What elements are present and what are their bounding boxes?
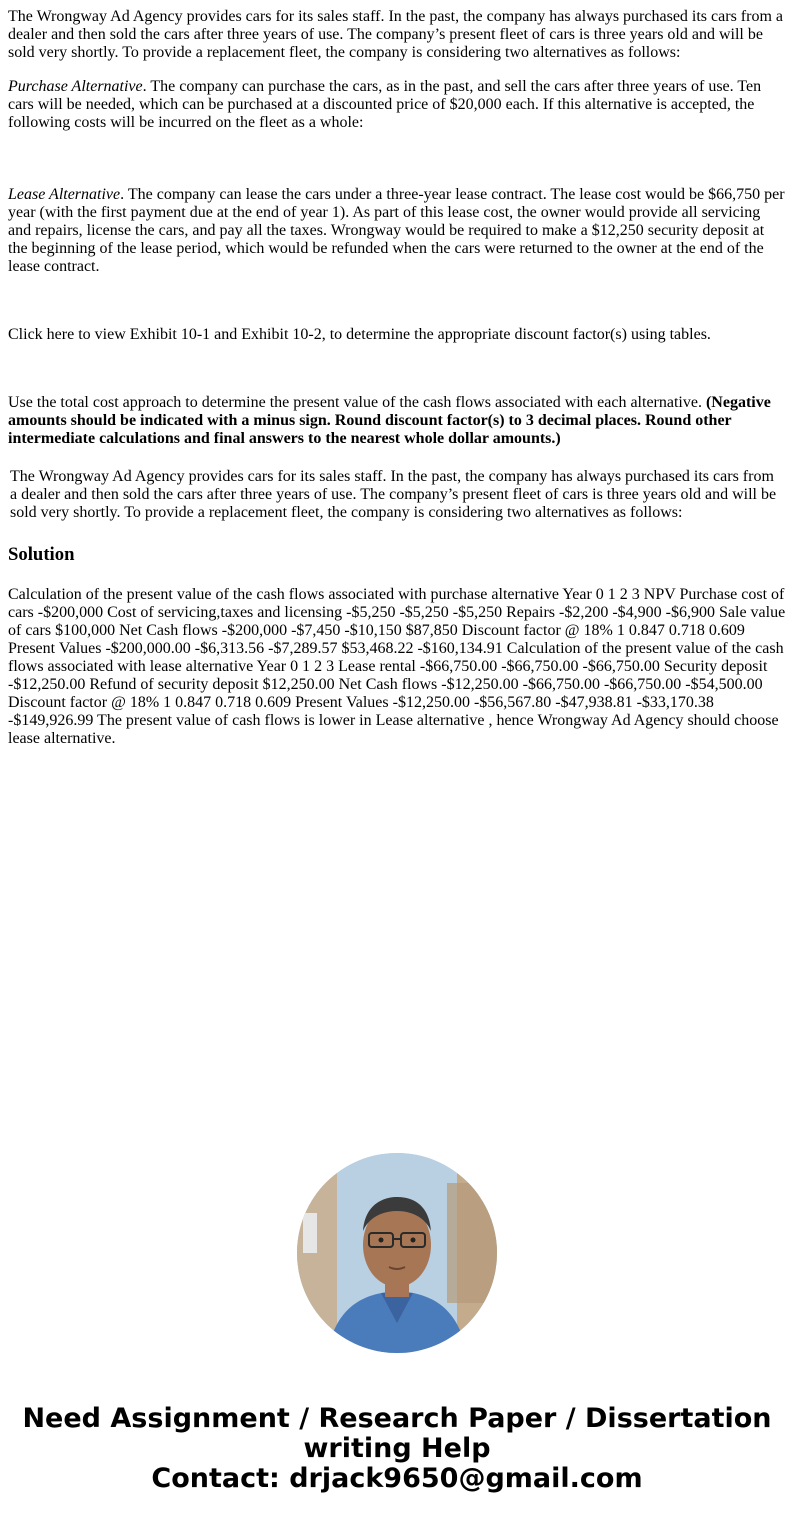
contact-banner-line1: Need Assignment / Research Paper / Dissertation bbox=[22, 1403, 772, 1434]
lease-alternative-paragraph bbox=[8, 186, 786, 276]
instructions-plain: Use the total cost approach to determine the present value of the cash flows associated with each alternative. bbox=[8, 394, 706, 411]
contact-banner bbox=[0, 1404, 794, 1494]
contact-banner-line2: writing Help bbox=[303, 1433, 491, 1464]
intro-paragraph: The Wrongway Ad Agency provides cars for its sales staff. In the past, the company has always purchased its cars from a dealer and then sold the cars after three years of use. The company’s present fleet of cars is three years old and will be sold very shortly. To provide a replacement fleet, the company is considering two alternatives as follows: bbox=[8, 8, 783, 61]
exhibit-link-text[interactable]: Click here to view Exhibit 10-1 and Exhibit 10-2, to determine the appropriate discount factor(s) using tables. bbox=[8, 326, 711, 343]
person-portrait-icon bbox=[297, 1153, 497, 1353]
purchase-alternative-text: . The company can purchase the cars, as in the past, and sell the cars after three years of use. Ten cars will be needed, which can be purchased at a discounted price of $20,000 each. If this alternative is accepted, the following costs will be incurred on the fleet as a whole: bbox=[8, 78, 762, 131]
solution-text: Calculation of the present value of the cash flows associated with purchase alternative Year 0 1 2 3 NPV Purchase cost of cars -$200,000 Cost of servicing,taxes and licensing -$5,250 -$5,250 -$5,250 Repairs -$2,200 -$4,900 -$6,900 Sale value of cars $100,000 Net Cash flows -$200,000 -$7,450 -$10,150 $87,850 Discount factor @ 18% 1 0.847 0.718 0.609 Present Values -$200,000.00 -$6,313.56 -$7,289.57 $53,468.22 -$160,134.91 Calculation of the present value of the cash flows associated with lease alternative Year 0 1 2 3 Lease rental -$66,750.00 -$66,750.00 -$66,750.00 Security deposit -$12,250.00 Refund of security deposit $12,250.00 Net Cash flows -$12,250.00 -$66,750.00 -$66,750.00 -$54,500.00 Discount factor @ 18% 1 0.847 0.718 0.609 Present Values -$12,250.00 -$56,567.80 -$47,938.81 -$33,170.38 -$149,926.99 The present value of cash flows is lower in Lease alternative , hence Wrongway Ad Agency should choose lease alternative. bbox=[8, 586, 786, 747]
repeated-intro-paragraph: The Wrongway Ad Agency provides cars for its sales staff. In the past, the company has always purchased its cars from a dealer and then sold the cars after three years of use. The company’s present fleet of cars is three years old and will be sold very shortly. To provide a replacement fleet, the company is considering two alternatives as follows: bbox=[10, 468, 777, 521]
author-avatar bbox=[297, 1153, 497, 1353]
purchase-alternative-title: Purchase Alternative bbox=[8, 78, 143, 95]
lease-alternative-text: . The company can lease the cars under a three-year lease contract. The lease cost would be $66,750 per year (with the first payment due at the end of year 1). As part of this lease cost, the owner would provide all servicing and repairs, license the cars, and pay all the taxes. Wrongway would be required to make a $12,250 security deposit at the beginning of the lease period, which would be refunded when the cars were returned to the owner at the end of the lease contract. bbox=[8, 186, 785, 275]
contact-banner-email[interactable]: Contact: drjack9650@gmail.com bbox=[151, 1463, 643, 1494]
question-content bbox=[8, 8, 786, 748]
instructions-bold: (Negative amounts should be indicated with a minus sign. Round discount factor(s) to 3 decimal places. Round other intermediate calculations and final answers to the nearest whole dollar amounts.) bbox=[8, 394, 771, 447]
purchase-alternative-paragraph bbox=[8, 78, 786, 132]
solution-heading: Solution bbox=[8, 544, 75, 565]
instructions-paragraph bbox=[8, 394, 786, 448]
lease-alternative-title: Lease Alternative bbox=[8, 186, 121, 203]
